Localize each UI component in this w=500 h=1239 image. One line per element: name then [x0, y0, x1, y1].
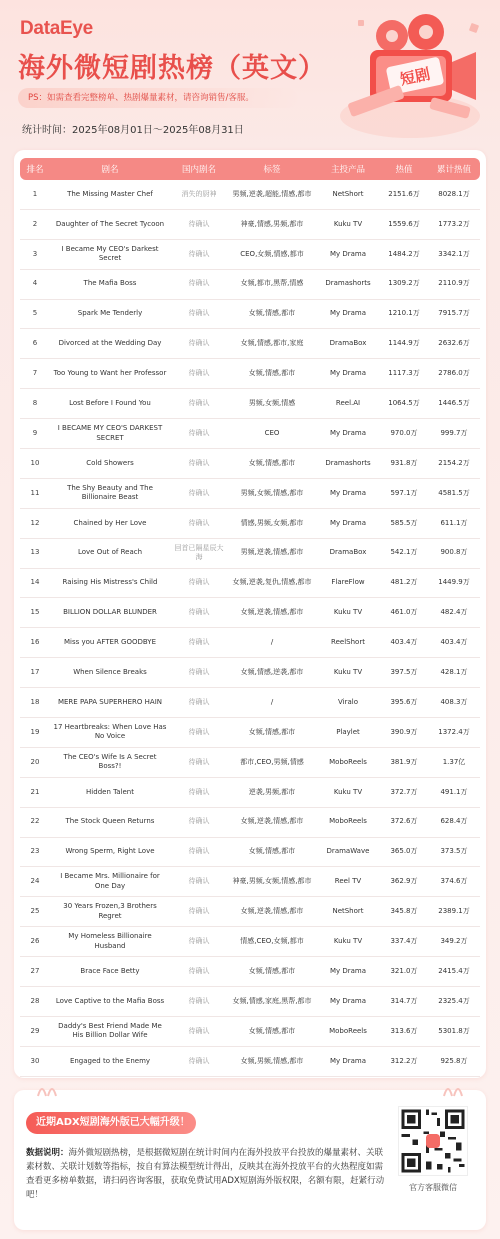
table-row [20, 778, 480, 808]
cell-heat: 1210.1万 [380, 300, 428, 330]
cell-title: When Silence Breaks [50, 658, 170, 688]
cell-heat: 542.1万 [380, 539, 428, 569]
cell-rank: 15 [20, 598, 50, 628]
cell-rank: 28 [20, 987, 50, 1017]
desc-label: 数据说明： [26, 1148, 69, 1158]
cell-title: Raising His Mistress's Child [50, 569, 170, 599]
cell-tags: 女频,都市,黑帮,情感 [228, 270, 316, 300]
table-row [20, 598, 480, 628]
cell-total-heat: 5301.8万 [428, 1017, 480, 1047]
table-row [20, 389, 480, 419]
cell-total-heat: 1773.2万 [428, 210, 480, 240]
cell-heat: 1484.2万 [380, 240, 428, 270]
cell-title: BILLION DOLLAR BLUNDER [50, 598, 170, 628]
col-product: 主投产品 [316, 158, 380, 180]
col-heat: 热值 [380, 158, 428, 180]
cell-title: I Became My CEO's Darkest Secret [50, 240, 170, 270]
cell-product: My Drama [316, 957, 380, 987]
badge-text: 短剧 [398, 64, 432, 89]
cell-total-heat: 491.1万 [428, 778, 480, 808]
cell-domestic-title: 待确认 [170, 419, 228, 449]
cell-title: The Stock Queen Returns [50, 808, 170, 838]
cell-heat: 397.5万 [380, 658, 428, 688]
cell-tags: 都市,CEO,男频,情感 [228, 748, 316, 778]
table-row [20, 748, 480, 778]
cell-total-heat: 1446.5万 [428, 389, 480, 419]
cell-tags: CEO,女频,情感,都市 [228, 240, 316, 270]
table-row [20, 688, 480, 718]
cell-domestic-title: 待确认 [170, 838, 228, 868]
col-domestic-title: 国内剧名 [170, 158, 228, 180]
cell-total-heat: 1.37亿 [428, 748, 480, 778]
cell-tags: 情感,CEO,女频,都市 [228, 927, 316, 957]
cell-rank: 24 [20, 867, 50, 897]
cell-tags: / [228, 628, 316, 658]
cell-rank: 12 [20, 509, 50, 539]
cell-title: I Became Mrs. Millionaire for One Day [50, 867, 170, 897]
cell-product: FlareFlow [316, 569, 380, 599]
table-row [20, 838, 480, 868]
cell-tags: 女频,逆袭,情感,都市 [228, 897, 316, 927]
cell-total-heat: 3342.1万 [428, 240, 480, 270]
cell-domestic-title: 回首已隔星辰大海 [170, 539, 228, 569]
cell-domestic-title: 待确认 [170, 240, 228, 270]
cell-product: Dramashorts [316, 270, 380, 300]
cell-total-heat: 628.4万 [428, 808, 480, 838]
col-rank: 排名 [20, 158, 50, 180]
cell-product: MoboReels [316, 1017, 380, 1047]
cell-heat: 395.6万 [380, 688, 428, 718]
cell-total-heat: 2325.4万 [428, 987, 480, 1017]
cell-rank: 10 [20, 449, 50, 479]
stat-period: 统计时间：2025年08月01日～2025年08月31日 [22, 125, 244, 136]
cell-domestic-title: 待确认 [170, 808, 228, 838]
cell-title: Daughter of The Secret Tycoon [50, 210, 170, 240]
cell-tags: 女频,情感,都市 [228, 718, 316, 748]
cell-heat: 321.0万 [380, 957, 428, 987]
table-row [20, 628, 480, 658]
cell-total-heat: 7915.7万 [428, 300, 480, 330]
cell-tags: 女频,逆袭,复仇,情感,都市 [228, 569, 316, 599]
table-row [20, 539, 480, 569]
cell-domestic-title: 待确认 [170, 748, 228, 778]
cell-rank: 20 [20, 748, 50, 778]
cell-product: My Drama [316, 1047, 380, 1077]
cell-rank: 5 [20, 300, 50, 330]
cell-domestic-title: 待确认 [170, 688, 228, 718]
cell-product: My Drama [316, 240, 380, 270]
cell-domestic-title: 待确认 [170, 449, 228, 479]
cell-domestic-title: 待确认 [170, 628, 228, 658]
table-row [20, 180, 480, 210]
cell-domestic-title: 待确认 [170, 270, 228, 300]
cell-tags: CEO [228, 419, 316, 449]
cell-product: NetShort [316, 180, 380, 210]
cell-heat: 403.4万 [380, 628, 428, 658]
cell-heat: 1117.3万 [380, 359, 428, 389]
qr-label: 官方客服微信 [409, 1183, 457, 1192]
table-row [20, 419, 480, 449]
table-row [20, 1047, 480, 1077]
cell-title: Love Captive to the Mafia Boss [50, 987, 170, 1017]
cell-heat: 381.9万 [380, 748, 428, 778]
qr-code-icon[interactable] [398, 1106, 468, 1176]
cell-title: Chained by Her Love [50, 509, 170, 539]
cell-domestic-title: 待确认 [170, 1017, 228, 1047]
cell-domestic-title: 待确认 [170, 300, 228, 330]
table-row [20, 329, 480, 359]
cell-product: DramaBox [316, 329, 380, 359]
cell-product: My Drama [316, 300, 380, 330]
cell-total-heat: 2415.4万 [428, 957, 480, 987]
cell-product: Playlet [316, 718, 380, 748]
cell-tags: 女频,情感,都市 [228, 300, 316, 330]
cell-title: Spark Me Tenderly [50, 300, 170, 330]
col-total-heat: 累计热值 [428, 158, 480, 180]
cell-domestic-title: 待确认 [170, 509, 228, 539]
cell-heat: 372.7万 [380, 778, 428, 808]
cell-heat: 1064.5万 [380, 389, 428, 419]
cell-rank: 25 [20, 897, 50, 927]
cell-title: Engaged to the Enemy [50, 1047, 170, 1077]
cell-rank: 7 [20, 359, 50, 389]
table-row [20, 927, 480, 957]
cell-tags: / [228, 688, 316, 718]
cell-tags: 神豪,情感,男频,都市 [228, 210, 316, 240]
cell-title: The Shy Beauty and The Billionaire Beast [50, 479, 170, 509]
cell-total-heat: 8028.1万 [428, 180, 480, 210]
cell-tags: 女频,逆袭,情感,都市 [228, 598, 316, 628]
cell-title: Lost Before I Found You [50, 389, 170, 419]
brand-logo: DataEye [20, 18, 93, 39]
cell-tags: 男频,逆袭,情感,都市 [228, 539, 316, 569]
cell-product: Kuku TV [316, 927, 380, 957]
cell-heat: 1559.6万 [380, 210, 428, 240]
cell-heat: 2151.6万 [380, 180, 428, 210]
cell-product: MoboReels [316, 808, 380, 838]
cell-domestic-title: 待确认 [170, 329, 228, 359]
col-title: 剧名 [50, 158, 170, 180]
cell-domestic-title: 待确认 [170, 359, 228, 389]
cell-domestic-title: 待确认 [170, 867, 228, 897]
cell-heat: 313.6万 [380, 1017, 428, 1047]
cell-total-heat: 428.1万 [428, 658, 480, 688]
cell-heat: 372.6万 [380, 808, 428, 838]
cell-total-heat: 374.6万 [428, 867, 480, 897]
table-row [20, 449, 480, 479]
cell-rank: 3 [20, 240, 50, 270]
cell-title: MERE PAPA SUPERHERO HAIN [50, 688, 170, 718]
cell-heat: 597.1万 [380, 479, 428, 509]
desc-text: 海外微短剧热榜，是根据微短剧在统计时间内在海外投放平台投放的爆量素材、关联素材数、关联计划数等指标，按自有算法模型统计得出，反映其在海外投放平台的火热程度如需查看更多榜单数据，请扫码咨询客服，获取免费试用ADX短剧海外版权限，名额有限，赶紧行动吧！ [26, 1148, 385, 1201]
cell-total-heat: 2632.6万 [428, 329, 480, 359]
cell-rank: 11 [20, 479, 50, 509]
cell-total-heat: 403.4万 [428, 628, 480, 658]
cell-product: DramaWave [316, 838, 380, 868]
cell-domestic-title: 消失的厨神 [170, 180, 228, 210]
cell-heat: 312.2万 [380, 1047, 428, 1077]
cell-tags: 女频,情感,都市 [228, 449, 316, 479]
table-row [20, 509, 480, 539]
cell-total-heat: 2154.2万 [428, 449, 480, 479]
cell-domestic-title: 待确认 [170, 598, 228, 628]
cell-tags: 情感,男频,女频,都市 [228, 509, 316, 539]
cell-total-heat: 900.8万 [428, 539, 480, 569]
cell-domestic-title: 待确认 [170, 927, 228, 957]
cell-product: My Drama [316, 479, 380, 509]
cell-title: Brace Face Betty [50, 957, 170, 987]
upgrade-banner: 近期ADX短剧海外版已大幅升级！ [26, 1112, 196, 1134]
cell-rank: 14 [20, 569, 50, 599]
footer-card [14, 1090, 486, 1230]
cell-product: My Drama [316, 419, 380, 449]
cell-product: Dramashorts [316, 449, 380, 479]
cell-title: Daddy's Best Friend Made Me His Billion Dollar Wife [50, 1017, 170, 1047]
cell-rank: 29 [20, 1017, 50, 1047]
cell-total-heat: 925.8万 [428, 1047, 480, 1077]
page-title: 海外微短剧热榜（英文） [18, 53, 326, 84]
cell-tags: 女频,情感,都市 [228, 359, 316, 389]
cell-heat: 365.0万 [380, 838, 428, 868]
cell-total-heat: 4581.5万 [428, 479, 480, 509]
table-row [20, 569, 480, 599]
cell-title: The CEO's Wife Is A Secret Boss?! [50, 748, 170, 778]
cell-product: Reel.AI [316, 389, 380, 419]
table-row [20, 1017, 480, 1047]
cell-rank: 1 [20, 180, 50, 210]
cell-product: ReelShort [316, 628, 380, 658]
cell-rank: 17 [20, 658, 50, 688]
cell-tags: 女频,情感,都市 [228, 1017, 316, 1047]
cell-rank: 30 [20, 1047, 50, 1077]
cell-product: Kuku TV [316, 778, 380, 808]
cell-heat: 345.8万 [380, 897, 428, 927]
cell-total-heat: 1449.9万 [428, 569, 480, 599]
table-row [20, 808, 480, 838]
cell-total-heat: 349.2万 [428, 927, 480, 957]
cell-tags: 男频,女频,情感 [228, 389, 316, 419]
cell-title: My Homeless Billionaire Husband [50, 927, 170, 957]
col-tags: 标签 [228, 158, 316, 180]
table-row [20, 987, 480, 1017]
cell-product: Kuku TV [316, 598, 380, 628]
ranking-card [14, 150, 486, 1078]
cell-product: My Drama [316, 359, 380, 389]
table-row [20, 270, 480, 300]
cell-title: The Mafia Boss [50, 270, 170, 300]
cell-rank: 27 [20, 957, 50, 987]
cell-product: NetShort [316, 897, 380, 927]
cell-title: Miss you AFTER GOODBYE [50, 628, 170, 658]
cell-total-heat: 611.1万 [428, 509, 480, 539]
cell-title: 30 Years Frozen,3 Brothers Regret [50, 897, 170, 927]
cell-domestic-title: 待确认 [170, 957, 228, 987]
cell-rank: 19 [20, 718, 50, 748]
cell-rank: 16 [20, 628, 50, 658]
table-row [20, 658, 480, 688]
table-row [20, 359, 480, 389]
cell-total-heat: 2110.9万 [428, 270, 480, 300]
cell-rank: 4 [20, 270, 50, 300]
cell-title: Cold Showers [50, 449, 170, 479]
cell-title: 17 Heartbreaks: When Love Has No Voice [50, 718, 170, 748]
cell-rank: 22 [20, 808, 50, 838]
cell-domestic-title: 待确认 [170, 479, 228, 509]
cell-heat: 931.8万 [380, 449, 428, 479]
cell-total-heat: 482.4万 [428, 598, 480, 628]
cell-heat: 314.7万 [380, 987, 428, 1017]
cell-domestic-title: 待确认 [170, 987, 228, 1017]
cell-total-heat: 373.5万 [428, 838, 480, 868]
table-row [20, 240, 480, 270]
cell-title: Too Young to Want her Professor [50, 359, 170, 389]
cell-title: Hidden Talent [50, 778, 170, 808]
cell-rank: 21 [20, 778, 50, 808]
cell-tags: 男频,逆袭,超能,情感,都市 [228, 180, 316, 210]
ranking-table [20, 158, 480, 1077]
cell-tags: 女频,情感,家庭,黑帮,都市 [228, 987, 316, 1017]
cell-product: Kuku TV [316, 210, 380, 240]
cell-domestic-title: 待确认 [170, 897, 228, 927]
cell-title: Wrong Sperm, Right Love [50, 838, 170, 868]
cell-heat: 362.9万 [380, 867, 428, 897]
cell-product: Kuku TV [316, 658, 380, 688]
data-description [26, 1146, 386, 1202]
table-header-row [20, 158, 480, 180]
cell-product: My Drama [316, 987, 380, 1017]
cell-rank: 6 [20, 329, 50, 359]
cell-product: My Drama [316, 509, 380, 539]
cell-domestic-title: 待确认 [170, 210, 228, 240]
cell-domestic-title: 待确认 [170, 658, 228, 688]
cell-heat: 337.4万 [380, 927, 428, 957]
cell-tags: 男频,女频,情感,都市 [228, 479, 316, 509]
cell-rank: 8 [20, 389, 50, 419]
table-row [20, 897, 480, 927]
cell-tags: 神豪,男频,女频,情感,都市 [228, 867, 316, 897]
cell-rank: 26 [20, 927, 50, 957]
cell-tags: 女频,情感,都市,家庭 [228, 329, 316, 359]
binder-rings [34, 1082, 466, 1098]
cell-rank: 2 [20, 210, 50, 240]
cell-rank: 18 [20, 688, 50, 718]
table-row [20, 300, 480, 330]
cell-tags: 女频,情感,逆袭,都市 [228, 658, 316, 688]
table-row [20, 957, 480, 987]
cell-rank: 23 [20, 838, 50, 868]
cell-domestic-title: 待确认 [170, 569, 228, 599]
cell-product: DramaBox [316, 539, 380, 569]
cell-product: MoboReels [316, 748, 380, 778]
cell-domestic-title: 待确认 [170, 389, 228, 419]
cell-tags: 女频,逆袭,情感,都市 [228, 808, 316, 838]
cell-heat: 481.2万 [380, 569, 428, 599]
cell-tags: 女频,男频,情感,都市 [228, 1047, 316, 1077]
cell-title: I BECAME MY CEO'S DARKEST SECRET [50, 419, 170, 449]
cell-heat: 970.0万 [380, 419, 428, 449]
cell-total-heat: 2786.0万 [428, 359, 480, 389]
cell-heat: 585.5万 [380, 509, 428, 539]
cell-product: Viralo [316, 688, 380, 718]
cell-heat: 390.9万 [380, 718, 428, 748]
table-row [20, 867, 480, 897]
cell-heat: 461.0万 [380, 598, 428, 628]
cell-product: Reel TV [316, 867, 380, 897]
cell-rank: 13 [20, 539, 50, 569]
ps-note: PS：如需查看完整榜单、热剧爆量素材，请咨询销售/客服。 [18, 88, 298, 108]
cell-title: Love Out of Reach [50, 539, 170, 569]
cell-domestic-title: 待确认 [170, 778, 228, 808]
cell-title: Divorced at the Wedding Day [50, 329, 170, 359]
table-row [20, 210, 480, 240]
cell-heat: 1309.2万 [380, 270, 428, 300]
cell-tags: 女频,情感,都市 [228, 957, 316, 987]
cell-tags: 女频,情感,都市 [228, 838, 316, 868]
cell-rank: 9 [20, 419, 50, 449]
table-row [20, 479, 480, 509]
cell-total-heat: 1372.4万 [428, 718, 480, 748]
cell-total-heat: 408.3万 [428, 688, 480, 718]
cell-tags: 逆袭,男频,都市 [228, 778, 316, 808]
cell-domestic-title: 待确认 [170, 718, 228, 748]
film-camera-illustration [330, 6, 490, 146]
cell-total-heat: 2389.1万 [428, 897, 480, 927]
cell-heat: 1144.9万 [380, 329, 428, 359]
cell-total-heat: 999.7万 [428, 419, 480, 449]
table-row [20, 718, 480, 748]
cell-domestic-title: 待确认 [170, 1047, 228, 1077]
cell-title: The Missing Master Chef [50, 180, 170, 210]
